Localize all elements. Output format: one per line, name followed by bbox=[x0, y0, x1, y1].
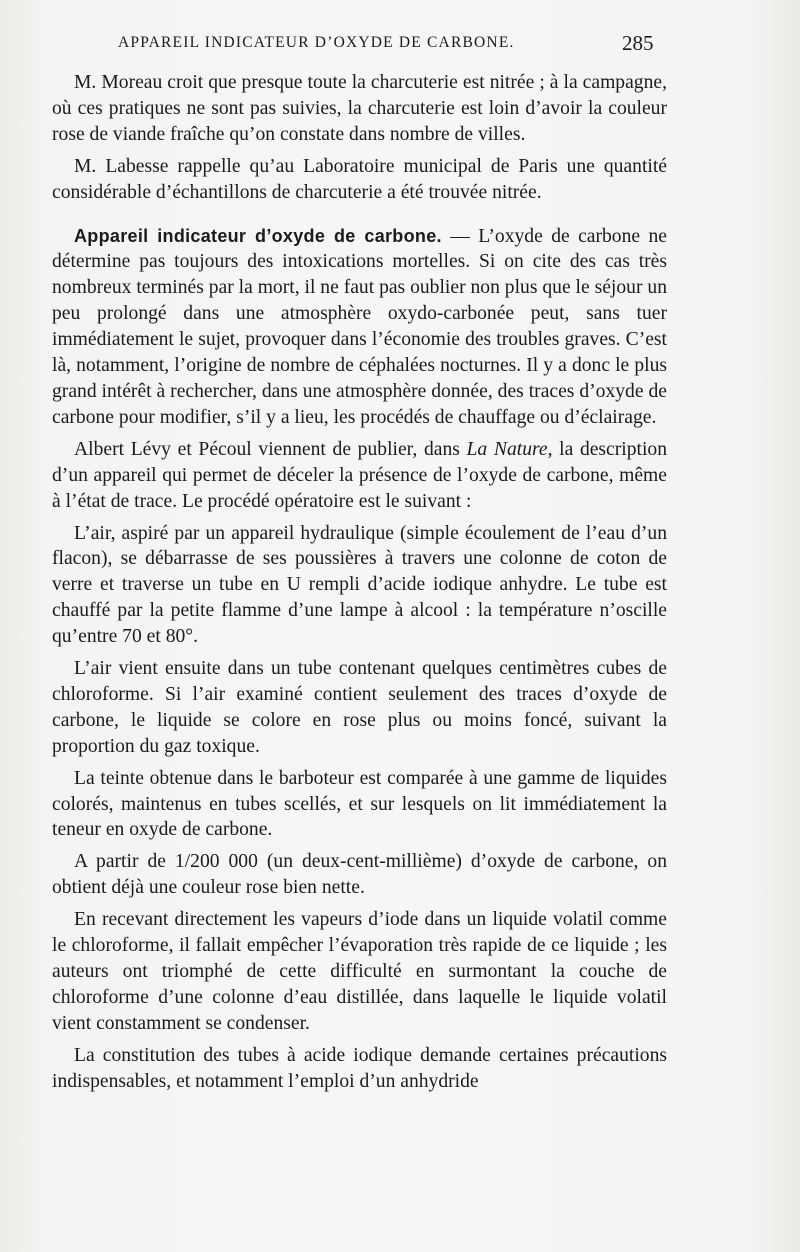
paragraph-labesse: M. Labesse rappelle qu’au Laboratoire municipal de Paris une quantité considérable d’échantillons de charcuterie a été trouvée nitrée. bbox=[52, 155, 667, 203]
paragraph-appareil bbox=[52, 224, 667, 431]
paragraph-levy-pecoul-start: Albert Lévy et Pécoul viennent de publier, dans bbox=[74, 438, 467, 460]
journal-title: La Nature bbox=[466, 438, 548, 460]
paragraph-vapeurs-iode: En recevant directement les vapeurs d’iode dans un liquide volatil comme le chloroforme, il fallait empêcher l’évaporation très rapide de ce liquide ; les auteurs ont triomphé de cette difficulté en surmontant la couche de chloroforme d’une colonne d’eau distillée, dans laquelle le liquide volatil vient constamment se condenser. bbox=[52, 909, 667, 1034]
paragraph-moreau: M. Moreau croit que presque toute la charcuterie est nitrée ; à la campagne, où ces pratiques ne sont pas suivies, la charcuterie est loin d’avoir la couleur rose de viande fraîche qu’on constate dans nombre de villes. bbox=[52, 72, 667, 145]
body-text bbox=[52, 70, 667, 1095]
paragraph-appareil-text: — L’oxyde de carbone ne détermine pas toujours des intoxications mortelles. Si on cite des cas très nombreux terminés par la mort, il ne faut pas oublier non plus que le séjour un peu prolongé dans une atmosphère oxydo-carbonée peut, sans tuer immédiatement le sujet, provoquer dans l’économie des troubles graves. C’est là, notamment, l’origine de nombre de céphalées nocturnes. Il y a donc le plus grand intérêt à rechercher, dans une atmosphère donnée, des traces d’oxyde de carbone pour modifier, s’il y a lieu, les procédés de chauffage ou d’éclairage. bbox=[52, 225, 667, 428]
page-number: 285 bbox=[622, 31, 654, 55]
paragraph-air-aspire: L’air, aspiré par un appareil hydraulique (simple écoulement de l’eau d’un flacon), se débarrasse de ses poussières à travers une colonne de coton de verre et traverse un tube en U rempli d’acide iodique anhydre. Le tube est chauffé par la petite flamme d’une lampe à alcool : la température n’oscille qu’entre 70 et 80°. bbox=[52, 522, 667, 648]
paragraph-levy-pecoul-end: , la description d’un appareil qui permet de déceler la présence de l’oxyde de carbone, même à l’état de trace. Le procédé opératoire est le suivant : bbox=[52, 438, 668, 512]
paragraph-levy-pecoul bbox=[52, 437, 667, 515]
running-header-title: APPAREIL INDICATEUR D’OXYDE DE CARBONE. bbox=[118, 34, 515, 51]
paragraph-chloroforme: L’air vient ensuite dans un tube contenant quelques centimètres cubes de chloroforme. Si l’air examiné contient seulement des traces d’oxyde de carbone, le liquide se colore en rose plus ou moins foncé, suivant la proportion du gaz toxique. bbox=[52, 658, 667, 757]
paragraph-teinte: La teinte obtenue dans le barboteur est comparée à une gamme de liquides colorés, maintenus en tubes scellés, et sur lesquels on lit immédiatement la teneur en oxyde de carbone. bbox=[52, 767, 667, 841]
paragraph-seuil: A partir de 1/200 000 (un deux-cent-millième) d’oxyde de carbone, on obtient déjà une couleur rose bien nette. bbox=[52, 851, 667, 899]
paragraph-tubes: La constitution des tubes à acide iodique demande certaines précautions indispensables, et notamment l’emploi d’un anhydride bbox=[52, 1044, 667, 1092]
section-title: Appareil indicateur d’oxyde de carbone. bbox=[74, 225, 442, 246]
